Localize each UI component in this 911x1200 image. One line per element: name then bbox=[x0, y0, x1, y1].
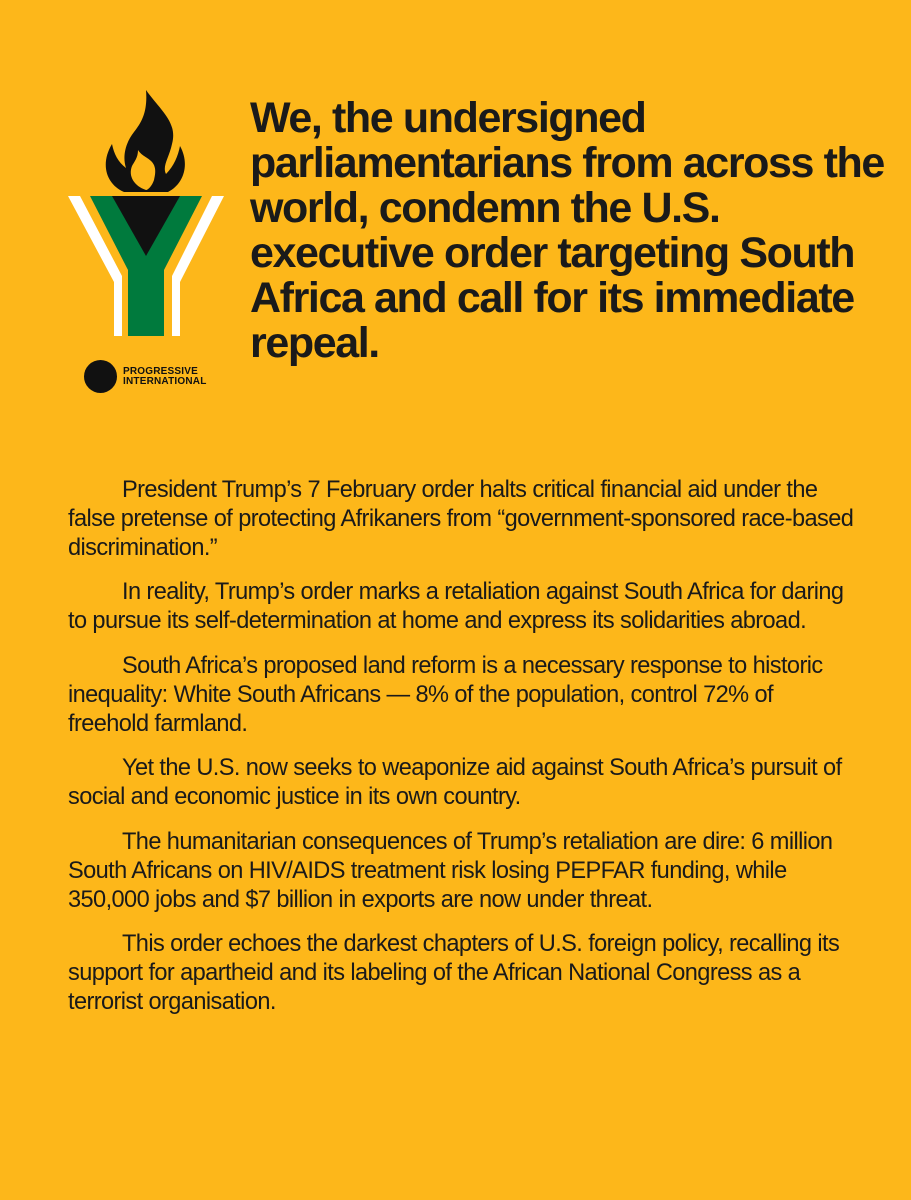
paragraph-6: This order echoes the darkest chapters of U.S. foreign policy, recalling its support for apartheid and its labeling of the African National Congress as a terrorist organisation. bbox=[68, 931, 840, 1015]
headline: We, the undersigned parliamentarians from across the world, condemn the U.S. executive order targeting South Africa and call for its immediate repeal. bbox=[250, 94, 884, 367]
progressive-international-brand bbox=[84, 360, 207, 393]
brand-line-2: INTERNATIONAL bbox=[123, 375, 207, 387]
statement-body bbox=[68, 476, 858, 1033]
torch-logo-icon bbox=[68, 86, 224, 346]
brand-name bbox=[123, 367, 207, 387]
black-dot-icon bbox=[84, 360, 117, 393]
paragraph-4: Yet the U.S. now seeks to weaponize aid against South Africa’s pursuit of social and economic justice in its own country. bbox=[68, 755, 842, 811]
paragraph-1: President Trump’s 7 February order halts critical financial aid under the false pretense of protecting Afrikaners from “government-sponsored race-based discrimination.” bbox=[68, 477, 854, 561]
paragraph-3: South Africa’s proposed land reform is a necessary response to historic inequality: White South Africans — 8% of the population, control 72% of freehold farmland. bbox=[68, 652, 823, 737]
paragraph-5: The humanitarian consequences of Trump’s retaliation are dire: 6 million South Africans on HIV/AIDS treatment risk losing PEPFAR funding, while 350,000 jobs and $7 billion in exports are now under threat. bbox=[68, 828, 833, 913]
brand-line-1: PROGRESSIVE bbox=[123, 365, 198, 377]
paragraph-2: In reality, Trump’s order marks a retaliation against South Africa for daring to pursue its self-determination at home and express its solidarities abroad. bbox=[68, 579, 844, 635]
